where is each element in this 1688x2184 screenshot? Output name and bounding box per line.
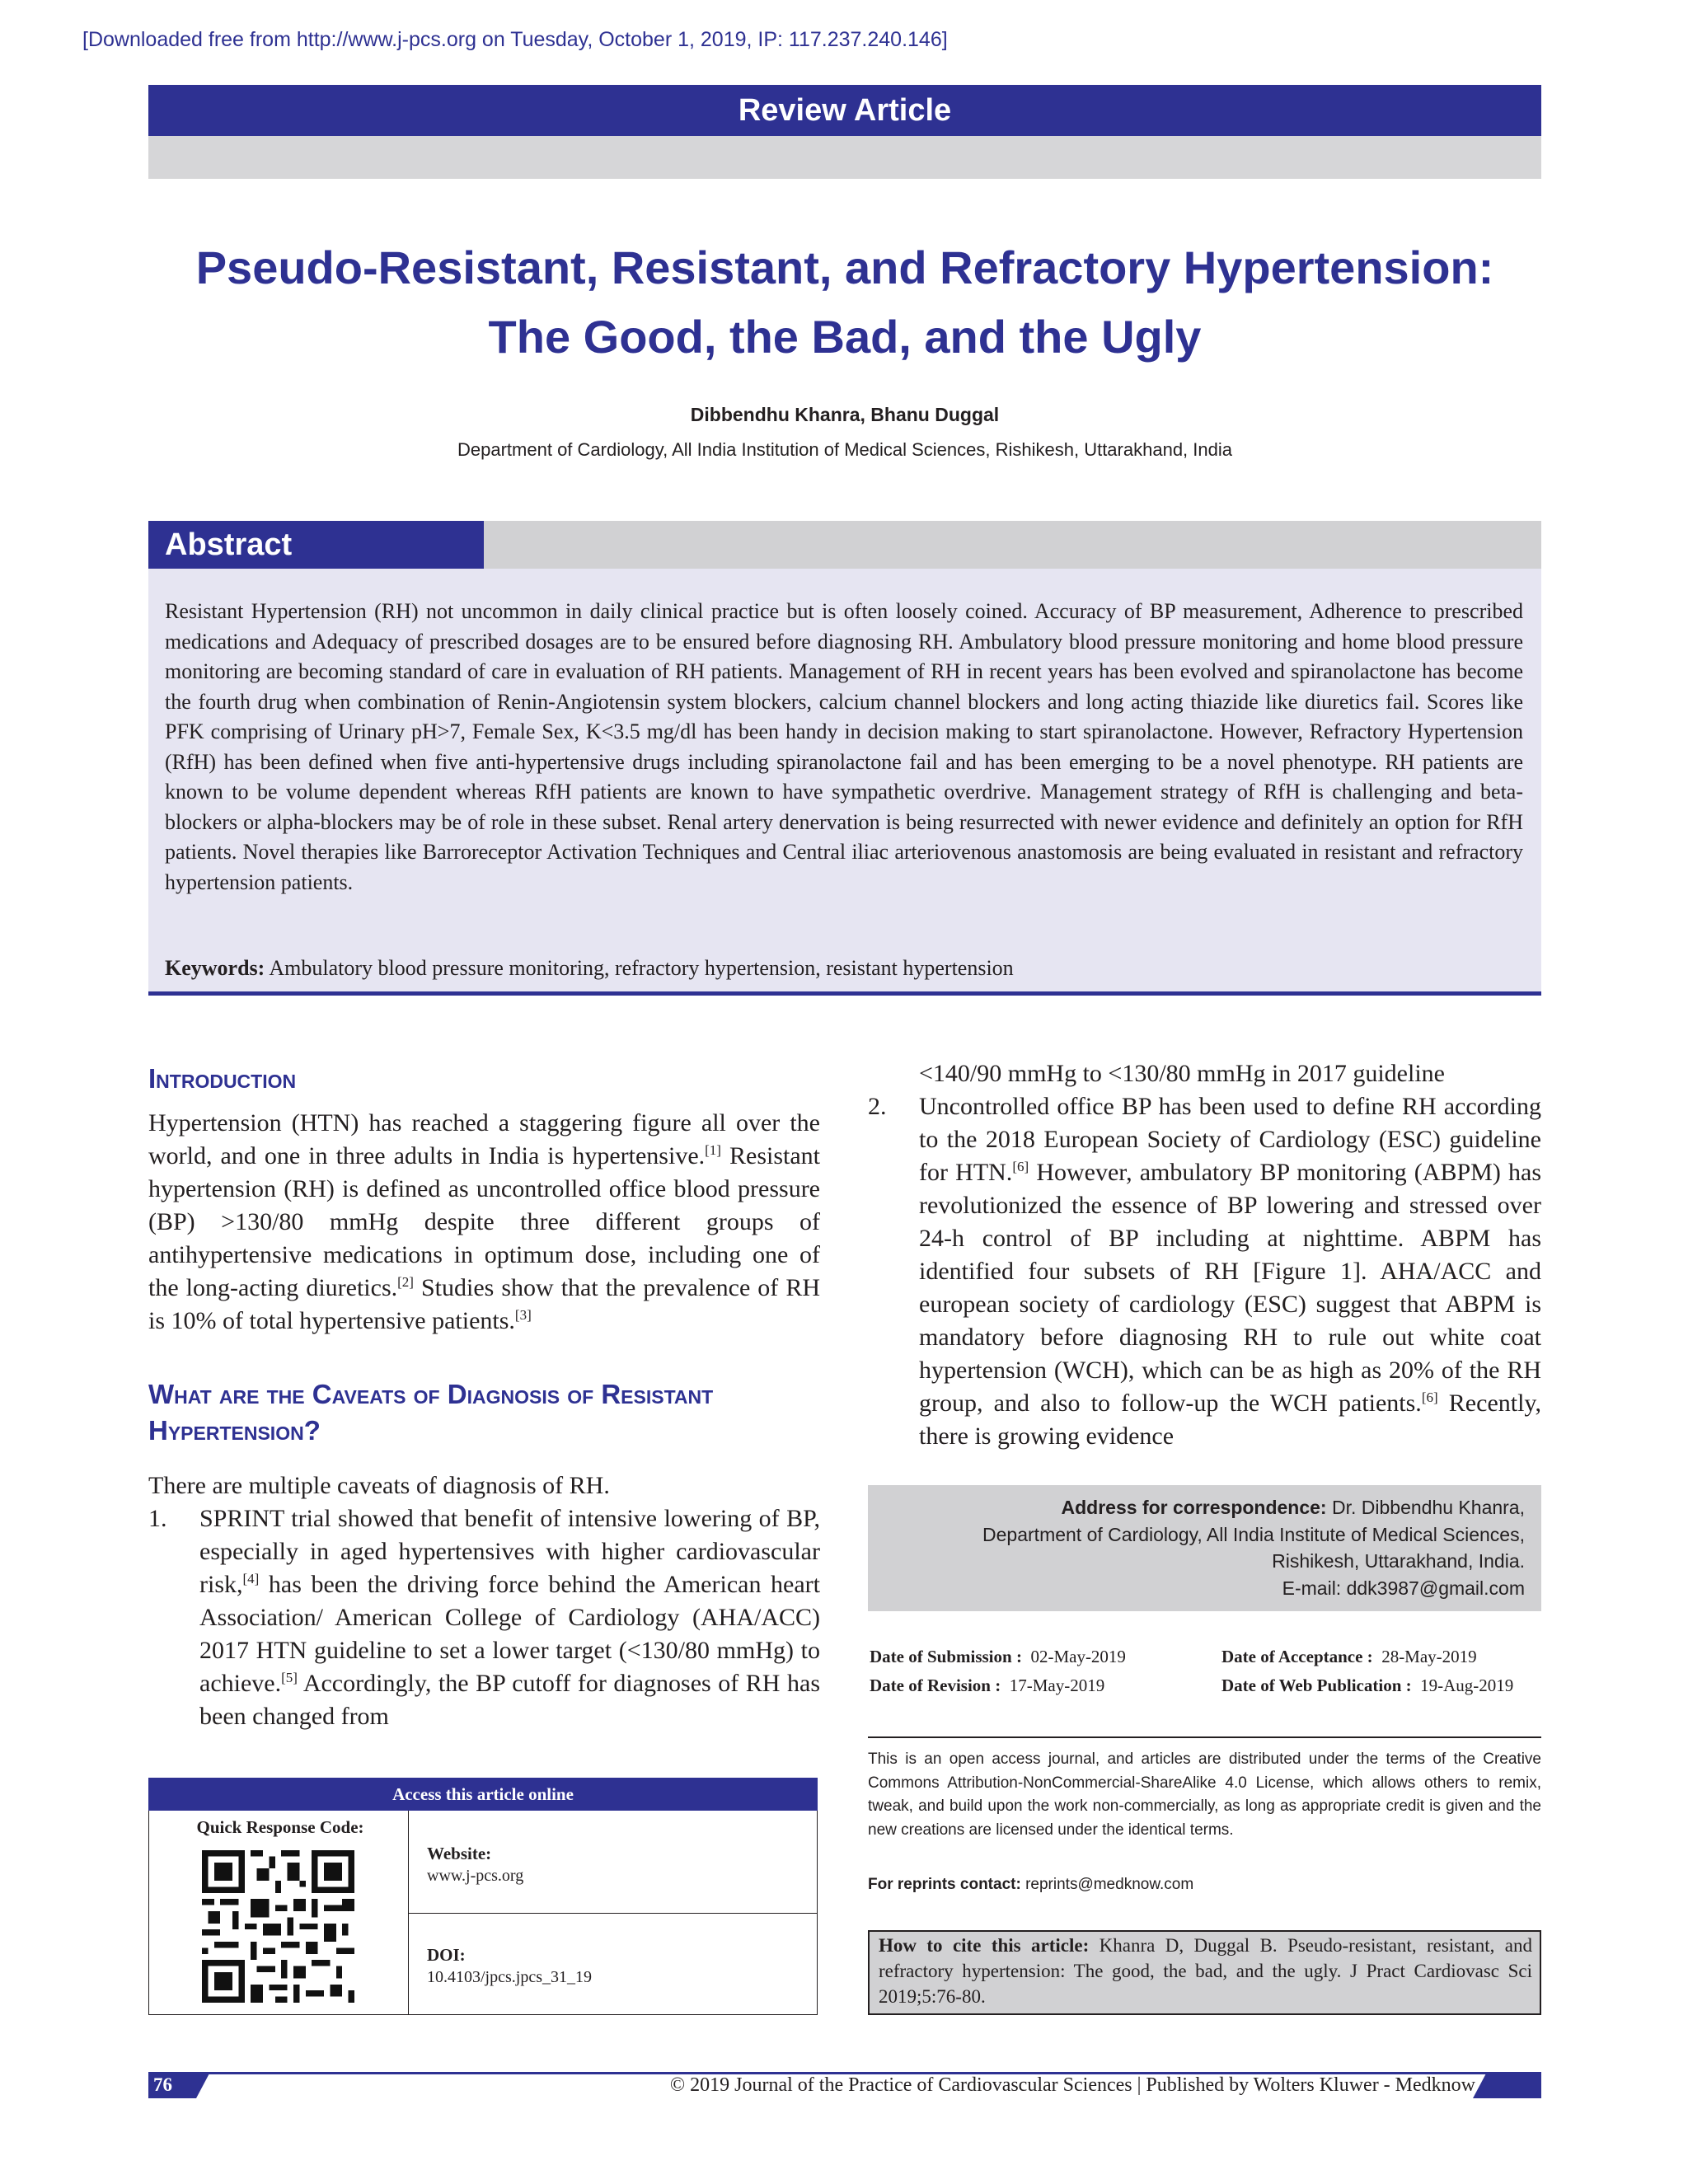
- list-number-2: 2.: [868, 1093, 887, 1120]
- caveats-intro: There are multiple caveats of diagnosis of RH.: [148, 1472, 610, 1499]
- reprints-email[interactable]: reprints@medknow.com: [1020, 1876, 1194, 1893]
- date-submission: Date of Submission : 02-May-2019: [870, 1647, 1126, 1666]
- access-box-heading: Access this article online: [148, 1778, 818, 1811]
- list-number-1: 1.: [148, 1505, 167, 1532]
- keywords: [165, 956, 1523, 981]
- abstract-text: Resistant Hypertension (RH) not uncommon in daily clinical practice but is often loosely coined. Accuracy of BP measurement, Adherence to prescribed medications and Adequacy of prescribed dosages are to be ensured before diagnosing RH. Ambulatory blood pressure monitoring and home blood pressure monitoring are becoming standard of care in evaluation of RH patients. Management of RH in recent years has been evolved and spiranolactone has become the fourth drug when combination of Renin-Angiotensin system blockers, calcium channel blockers and long acting thiazide like diuretics fail. Scores like PFK comprising of Urinary pH>7, Female Sex, K<3.5 mg/dl has been handy in decision making to start spiranolactone. However, Refractory Hypertension (RfH) has been defined when five anti-hypertensive drugs including spiranolactone fail and has been emerging to be a novel phenotype. RH patients are known to be volume dependent whereas RfH patients are known to have sympathetic overdrive. Management strategy of RfH is challenging and beta-blockers or alpha-blockers may be of role in these subset. Renal artery denervation is being resurrected with newer evidence and definitely an option for RfH patients. Novel therapies like Barroreceptor Activation Techniques and Central iliac arteriovenous anastomosis are being evaluated in resistant and refractory hypertension patients.: [165, 599, 1523, 894]
- keywords-list: Ambulatory blood pressure monitoring, refractory hypertension, resistant hypertension: [265, 956, 1014, 980]
- title-line-2: The Good, the Bad, and the Ugly: [488, 311, 1202, 363]
- correspondence-text: Address for correspondence: Dr. Dibbendhu Khanra, Department of Cardiology, All India Institute of Medical Sciences, Rishikesh, Uttarakhand, India. E-mail: ddk3987@gmail.com: [882, 1494, 1525, 1601]
- reprints-contact: For reprints contact: reprints@medknow.com: [868, 1876, 1194, 1893]
- list-item-2-text: Uncontrolled office BP has been used to define RH according to the 2018 European Society of Cardiology (ESC) guideline for HTN.[6] However, ambulatory BP monitoring (ABPM) has revolutionized the essence of BP lowering and stressed over 24-h control of BP including at nighttime. ABPM has identified four subsets of RH [Figure 1]. AHA/ACC and european society of cardiology (ESC) suggest that ABPM is mandatory before diagnosing RH to rule out white coat hypertension (WCH), which can be as high as 20% of the RH group, and also to follow-up the WCH patients.[6] Recently, there is growing evidence: [919, 1093, 1541, 1450]
- doi-label: DOI:: [427, 1945, 466, 1965]
- author-list: Dibbendhu Khanra, Bhanu Duggal: [690, 404, 1000, 425]
- date-web-publication: Date of Web Publication : 19-Aug-2019: [1221, 1675, 1514, 1695]
- access-divider-horizontal: [408, 1913, 818, 1914]
- caveats-heading: What are the Caveats of Diagnosis of Resistant Hypertension?: [148, 1379, 714, 1446]
- open-access-rule: [868, 1736, 1541, 1738]
- website-link[interactable]: www.j-pcs.org: [427, 1867, 524, 1885]
- introduction-heading: Introduction: [148, 1063, 297, 1094]
- citation-ref-2[interactable]: [2]: [397, 1274, 414, 1290]
- keywords-label: Keywords:: [165, 956, 265, 980]
- citation-ref-6b[interactable]: [6]: [1421, 1390, 1438, 1405]
- affiliation: Department of Cardiology, All India Institution of Medical Sciences, Rishikesh, Uttarakhand, India: [457, 439, 1232, 460]
- correspondence-label: Address for correspondence:: [1061, 1497, 1327, 1518]
- download-note[interactable]: [Downloaded free from http://www.j-pcs.org on Tuesday, October 1, 2019, IP: 117.237.240.146]: [82, 28, 948, 51]
- citation-ref-5[interactable]: [5]: [281, 1670, 298, 1685]
- article-title: [148, 233, 1541, 372]
- page-number: 76: [153, 2074, 172, 2095]
- date-acceptance: Date of Acceptance : 28-May-2019: [1221, 1647, 1477, 1666]
- citation-ref-3[interactable]: [3]: [514, 1307, 532, 1323]
- open-access-notice: This is an open access journal, and articles are distributed under the terms of the Creative Commons Attribution-NonCommercial-ShareAlike 4.0 License, which allows others to remix, tweak, and build upon the work non-commercially, as long as appropriate credit is given and the new creations are licensed under the identical terms.: [868, 1750, 1541, 1839]
- abstract-heading: Abstract: [148, 521, 484, 569]
- doi-link[interactable]: 10.4103/jpcs.jpcs_31_19: [427, 1968, 592, 1986]
- banner-shadow-bar: [148, 136, 1541, 179]
- citation-label: How to cite this article:: [879, 1935, 1090, 1956]
- citation-ref-4[interactable]: [4]: [242, 1571, 260, 1586]
- footer-copyright: © 2019 Journal of the Practice of Cardiovascular Sciences | Published by Wolters Kluwer - Medknow: [669, 2074, 1475, 2096]
- website-label: Website:: [427, 1844, 492, 1863]
- list-item-1-continued: <140/90 mmHg to <130/80 mmHg in 2017 guideline: [919, 1060, 1445, 1087]
- qr-code-label: Quick Response Code:: [196, 1817, 364, 1837]
- citation-text: How to cite this article: Khanra D, Duggal B. Pseudo-resistant, resistant, and refractory hypertension: The good, the bad, and the ugly. J Pract Cardiovasc Sci 2019;5:76-80.: [879, 1935, 1532, 2007]
- title-line-1: Pseudo-Resistant, Resistant, and Refractory Hypertension:: [195, 241, 1494, 293]
- footer-end-tab: [1473, 2072, 1541, 2098]
- date-revision: Date of Revision : 17-May-2019: [870, 1675, 1105, 1695]
- list-item-1-text: SPRINT trial showed that benefit of intensive lowering of BP, especially in aged hypertensives with higher cardiovascular risk,[4] has been the driving force behind the American heart Association/ American College of Cardiology (AHA/ACC) 2017 HTN guideline to set a lower target (<130/80 mmHg) to achieve.[5] Accordingly, the BP cutoff for diagnoses of RH has been changed from: [199, 1505, 820, 1730]
- introduction-paragraph: Hypertension (HTN) has reached a staggering figure all over the world, and one in three adults in India is hypertensive.[1] Resistant hypertension (RH) is defined as uncontrolled office blood pressure (BP) >130/80 mmHg despite three different groups of antihypertensive medications in optimum dose, including one of the long-acting diuretics.[2] Studies show that the prevalence of RH is 10% of total hypertensive patients.[3]: [148, 1109, 820, 1334]
- citation-ref-1[interactable]: [1]: [705, 1142, 721, 1158]
- article-type-banner: Review Article: [148, 85, 1541, 136]
- correspondence-email[interactable]: E-mail: ddk3987@gmail.com: [1282, 1577, 1525, 1599]
- citation-ref-6[interactable]: [6]: [1012, 1159, 1029, 1174]
- qr-code-icon[interactable]: [202, 1850, 354, 2003]
